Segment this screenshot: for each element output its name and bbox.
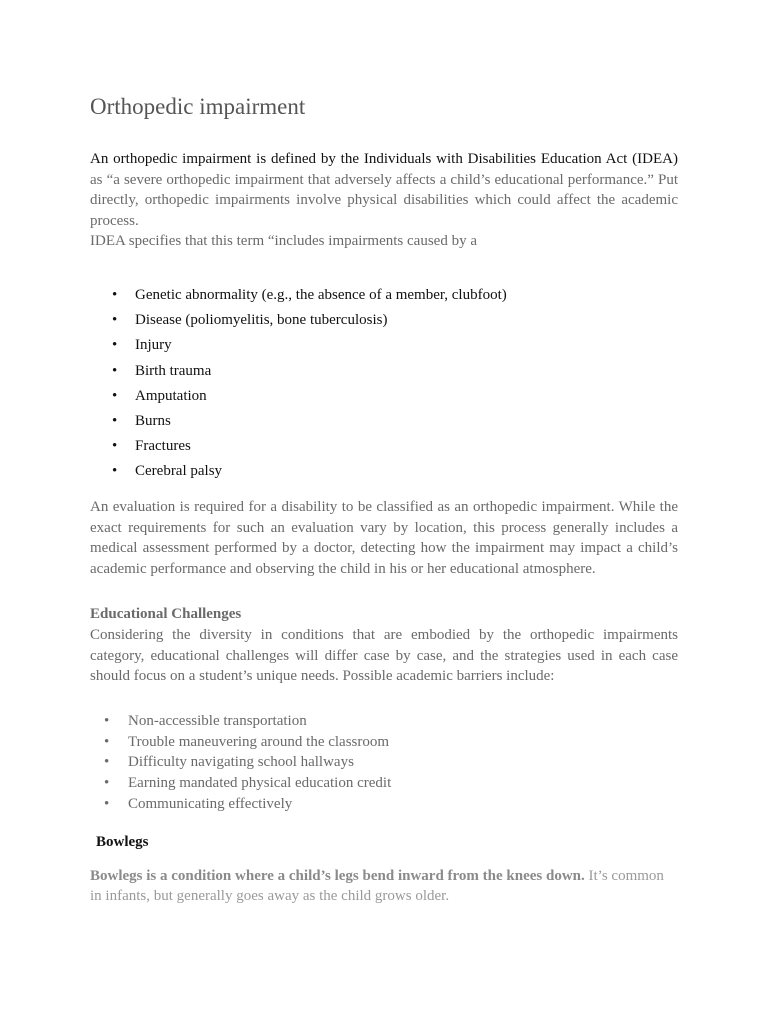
list-item-text: Difficulty navigating school hallways [128,754,354,771]
list-item-text: Earning mandated physical education credit [128,775,392,792]
list-item-text: Injury [135,337,172,354]
list-item [90,732,391,753]
bullet-icon: • [112,387,118,404]
bullet-icon: • [112,412,118,429]
intro-definition: An orthopedic impairment is defined by the Individuals with Disabilities Education Act (IDEA) [90,151,678,167]
bullet-icon: • [112,287,118,303]
list-item [90,335,507,360]
list-item-text: Amputation [135,387,207,404]
educational-challenges-heading: Educational Challenges [90,606,242,622]
bullet-icon: • [104,795,110,812]
list-item [90,752,391,773]
list-item-text: Genetic abnormality (e.g., the absence of a member, clubfoot) [135,287,507,303]
list-item-text: Non-accessible transportation [128,713,307,729]
list-item-text: Trouble maneuvering around the classroom [128,733,390,750]
intro-paragraph [90,149,678,231]
evaluation-paragraph: An evaluation is required for a disability to be classified as an orthopedic impairment. While the exact requirements for such an evaluation vary by location, this process generally includes a medical assessment performed by a doctor, detecting how the impairment may impact a child’s academic performance and observing the child in his or her educational atmosphere. [90,499,678,577]
bowlegs-detail: It’s common in infants, but generally goes away as the child grows older. [90,868,664,904]
bullet-icon: • [112,463,118,480]
list-item [90,711,391,732]
causes-list [90,285,507,487]
intro-quote: as “a severe orthopedic impairment that adversely affects a child’s educational performance.” Put directly, orthopedic impairments involve physical disabilities which could affect the academic process. [90,171,678,229]
bullet-icon: • [112,362,118,379]
list-item-text: Disease (poliomyelitis, bone tuberculosis) [135,312,388,329]
bowlegs-definition: Bowlegs is a condition where a child’s legs bend inward from the knees down. [90,868,585,884]
list-item [90,773,391,794]
list-item [90,411,507,436]
idea-specifies-text: IDEA specifies that this term “includes impairments caused by a [90,233,477,249]
list-item [90,310,507,335]
list-item [90,386,507,411]
list-item-text: Fractures [135,438,191,455]
list-item-text: Cerebral palsy [135,463,223,480]
list-item [90,361,507,386]
bowlegs-heading: Bowlegs [96,834,149,850]
bullet-icon: • [112,312,118,329]
list-item-text: Communicating effectively [128,795,293,812]
bowlegs-paragraph [90,867,678,906]
educational-challenges-paragraph: Considering the diversity in conditions that are embodied by the orthopedic impairments category, educational challenges will differ case by case, and the strategies used in each case should focus on a student’s unique needs. Possible academic barriers include: [90,627,678,684]
barriers-list [90,711,391,814]
list-item [90,436,507,461]
bullet-icon: • [112,337,118,354]
list-item [90,285,507,310]
list-item-text: Burns [135,412,171,429]
bullet-icon: • [104,713,110,729]
page-title: Orthopedic impairment [90,94,306,119]
bullet-icon: • [104,775,110,792]
bullet-icon: • [104,754,110,771]
list-item [90,794,391,815]
list-item [90,461,507,486]
bullet-icon: • [104,733,110,750]
list-item-text: Birth trauma [135,362,212,379]
bullet-icon: • [112,438,118,455]
